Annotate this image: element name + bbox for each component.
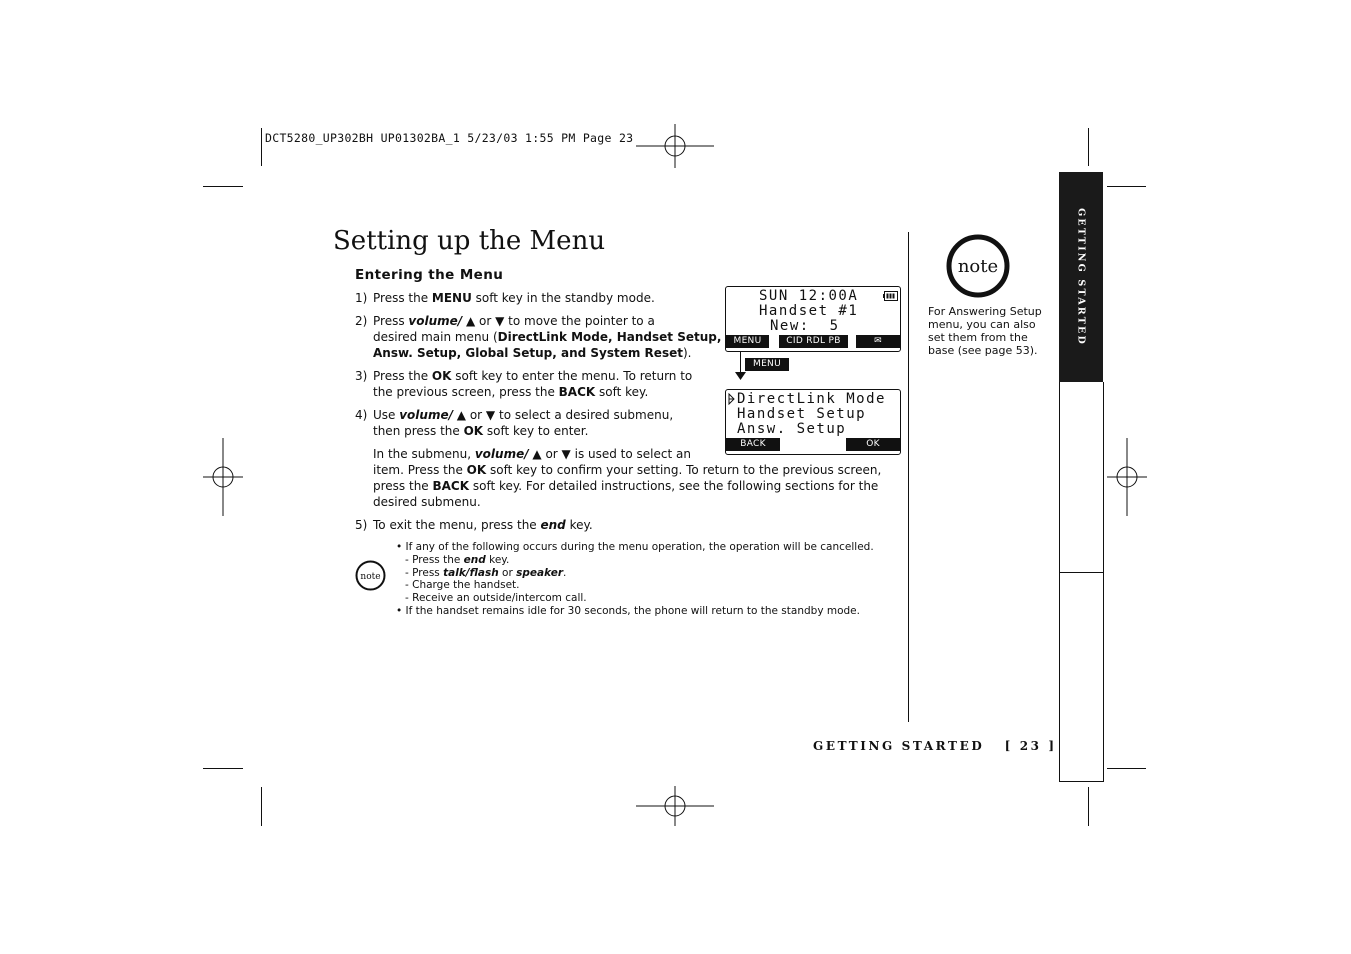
page-title: Setting up the Menu [333, 226, 606, 256]
section-subtitle: Entering the Menu [355, 267, 504, 283]
page-footer: GETTING STARTED [ 23 ] [813, 739, 1057, 753]
side-note-text: For Answering Setup menu, you can also set them from the base (see page 53). [928, 305, 1042, 357]
registration-target-left [203, 438, 243, 516]
lcd-main-menu-screen: DirectLink Mode Handset Setup Answ. Setup BACK OK [725, 389, 901, 455]
arrow-menu-label: MENU [745, 358, 789, 371]
crop-mark [1107, 768, 1146, 769]
section-tab-label: GETTING STARTED [1075, 208, 1087, 346]
crop-mark [1088, 128, 1089, 166]
tab-border-bottom [1059, 781, 1104, 782]
cancel-conditions-note: • If any of the following occurs during the menu operation, the operation will be cancelled. - Press the end key. - Press talk/flash or speaker. - Charge the handset. - Receive an outside/intercom call. • If the handset remains idle for 30 seconds, the phone will return to the standby mode. [396, 541, 874, 617]
registration-target-bottom [636, 786, 714, 826]
crop-mark [1107, 186, 1146, 187]
crop-mark [261, 128, 262, 166]
side-note-icon [946, 234, 1010, 302]
registration-target-top [636, 124, 714, 168]
note-icon [355, 560, 385, 590]
column-divider [908, 232, 909, 722]
softkey-message: ✉ [856, 335, 900, 348]
submenu-paragraph: In the submenu, volume/ ▲ or ▼ is used to select an item. Press the OK soft key to confirm your setting. To return to the previous screen, press the BACK soft key. For detailed instructions, see the following sections for the desired submenu. [373, 447, 882, 509]
softkey-menu: MENU [726, 335, 769, 348]
pointer-arrow-icon [728, 393, 735, 405]
section-tab [1059, 172, 1103, 382]
crop-mark [203, 186, 243, 187]
softkey-ok: OK [846, 438, 900, 451]
print-slug: DCT5280_UP302BH UP01302BA_1 5/23/03 1:55 PM Page 23 [265, 131, 634, 145]
tab-divider [1059, 572, 1103, 573]
svg-text:note: note [957, 256, 999, 277]
softkey-back: BACK [726, 438, 780, 451]
registration-target-right [1107, 438, 1147, 516]
crop-mark [203, 768, 243, 769]
tab-border-right [1103, 382, 1104, 782]
tab-border-left [1059, 382, 1060, 782]
lcd-standby-screen: SUN 12:00A Handset #1 New: 5 MENU CID RDL PB ✉ [725, 286, 901, 352]
svg-text:note: note [360, 572, 381, 582]
crop-mark [261, 787, 262, 826]
softkey-cid-rdl-pb: CID RDL PB [779, 335, 848, 348]
crop-mark [1088, 787, 1089, 826]
battery-icon [883, 291, 898, 301]
flow-arrow-down-icon [735, 372, 746, 380]
